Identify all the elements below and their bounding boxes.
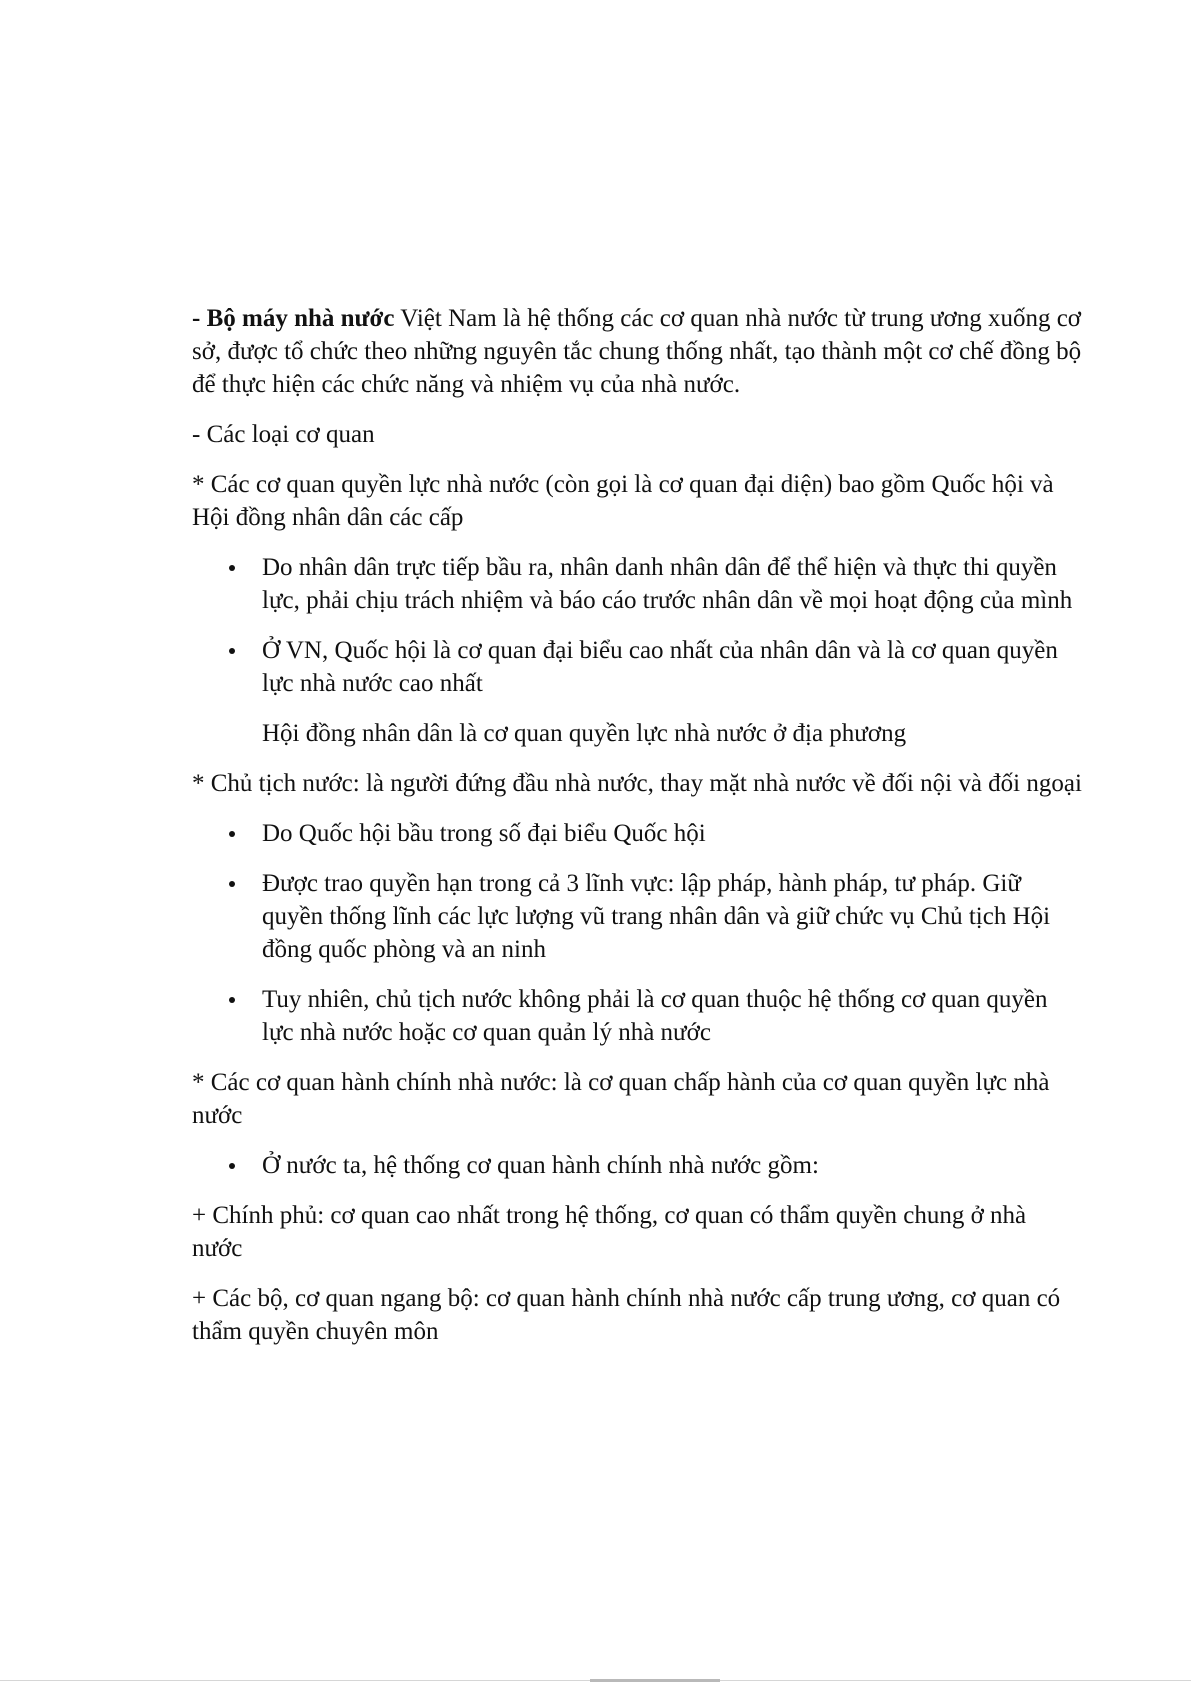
section1-bullet: Ở VN, Quốc hội là cơ quan đại biểu cao nhất của nhân dân và là cơ quan quyền lực nhà nước cao nhất [192,634,1082,700]
section1-heading: * Các cơ quan quyền lực nhà nước (còn gọi là cơ quan đại diện) bao gồm Quốc hội và Hội đồng nhân dân các cấp [192,471,1054,531]
section3-bullet: Ở nước ta, hệ thống cơ quan hành chính nhà nước gồm: [192,1149,1082,1182]
section2-bullet: Do Quốc hội bầu trong số đại biểu Quốc hội [192,817,1082,850]
types-heading: - Các loại cơ quan [192,421,375,448]
section2-heading: * Chủ tịch nước: là người đứng đầu nhà nước, thay mặt nhà nước về đối nội và đối ngoại [192,770,1082,797]
section1-note: Hội đồng nhân dân là cơ quan quyền lực nhà nước ở địa phương [262,720,907,747]
intro-text: Việt Nam là hệ thống các cơ quan nhà nước từ trung ương xuống cơ sở, được tổ chức theo những nguyên tắc chung thống nhất, tạo thành một cơ chế đồng bộ để thực hiện các chức năng và nhiệm vụ của nhà nước. [192,305,1082,398]
intro-bold-term: - Bộ máy nhà nước [192,305,395,332]
section3-item: + Các bộ, cơ quan ngang bộ: cơ quan hành chính nhà nước cấp trung ương, cơ quan có thẩm quyền chuyên môn [192,1285,1061,1345]
section2-bullet: Được trao quyền hạn trong cả 3 lĩnh vực: lập pháp, hành pháp, tư pháp. Giữ quyền thống lĩnh các lực lượng vũ trang nhân dân và giữ chức vụ Chủ tịch Hội đồng quốc phòng và an ninh [192,867,1082,966]
document-body [192,302,1082,1365]
page-bottom-mark [590,1679,720,1682]
section1-bullet: Do nhân dân trực tiếp bầu ra, nhân danh nhân dân để thể hiện và thực thi quyền lực, phải chịu trách nhiệm và báo cáo trước nhân dân về mọi hoạt động của mình [192,551,1082,617]
section3-heading: * Các cơ quan hành chính nhà nước: là cơ quan chấp hành của cơ quan quyền lực nhà nước [192,1069,1050,1129]
section2-bullet: Tuy nhiên, chủ tịch nước không phải là cơ quan thuộc hệ thống cơ quan quyền lực nhà nước hoặc cơ quan quản lý nhà nước [192,983,1082,1049]
section3-item: + Chính phủ: cơ quan cao nhất trong hệ thống, cơ quan có thẩm quyền chung ở nhà nước [192,1202,1027,1262]
intro-paragraph [192,302,1082,401]
